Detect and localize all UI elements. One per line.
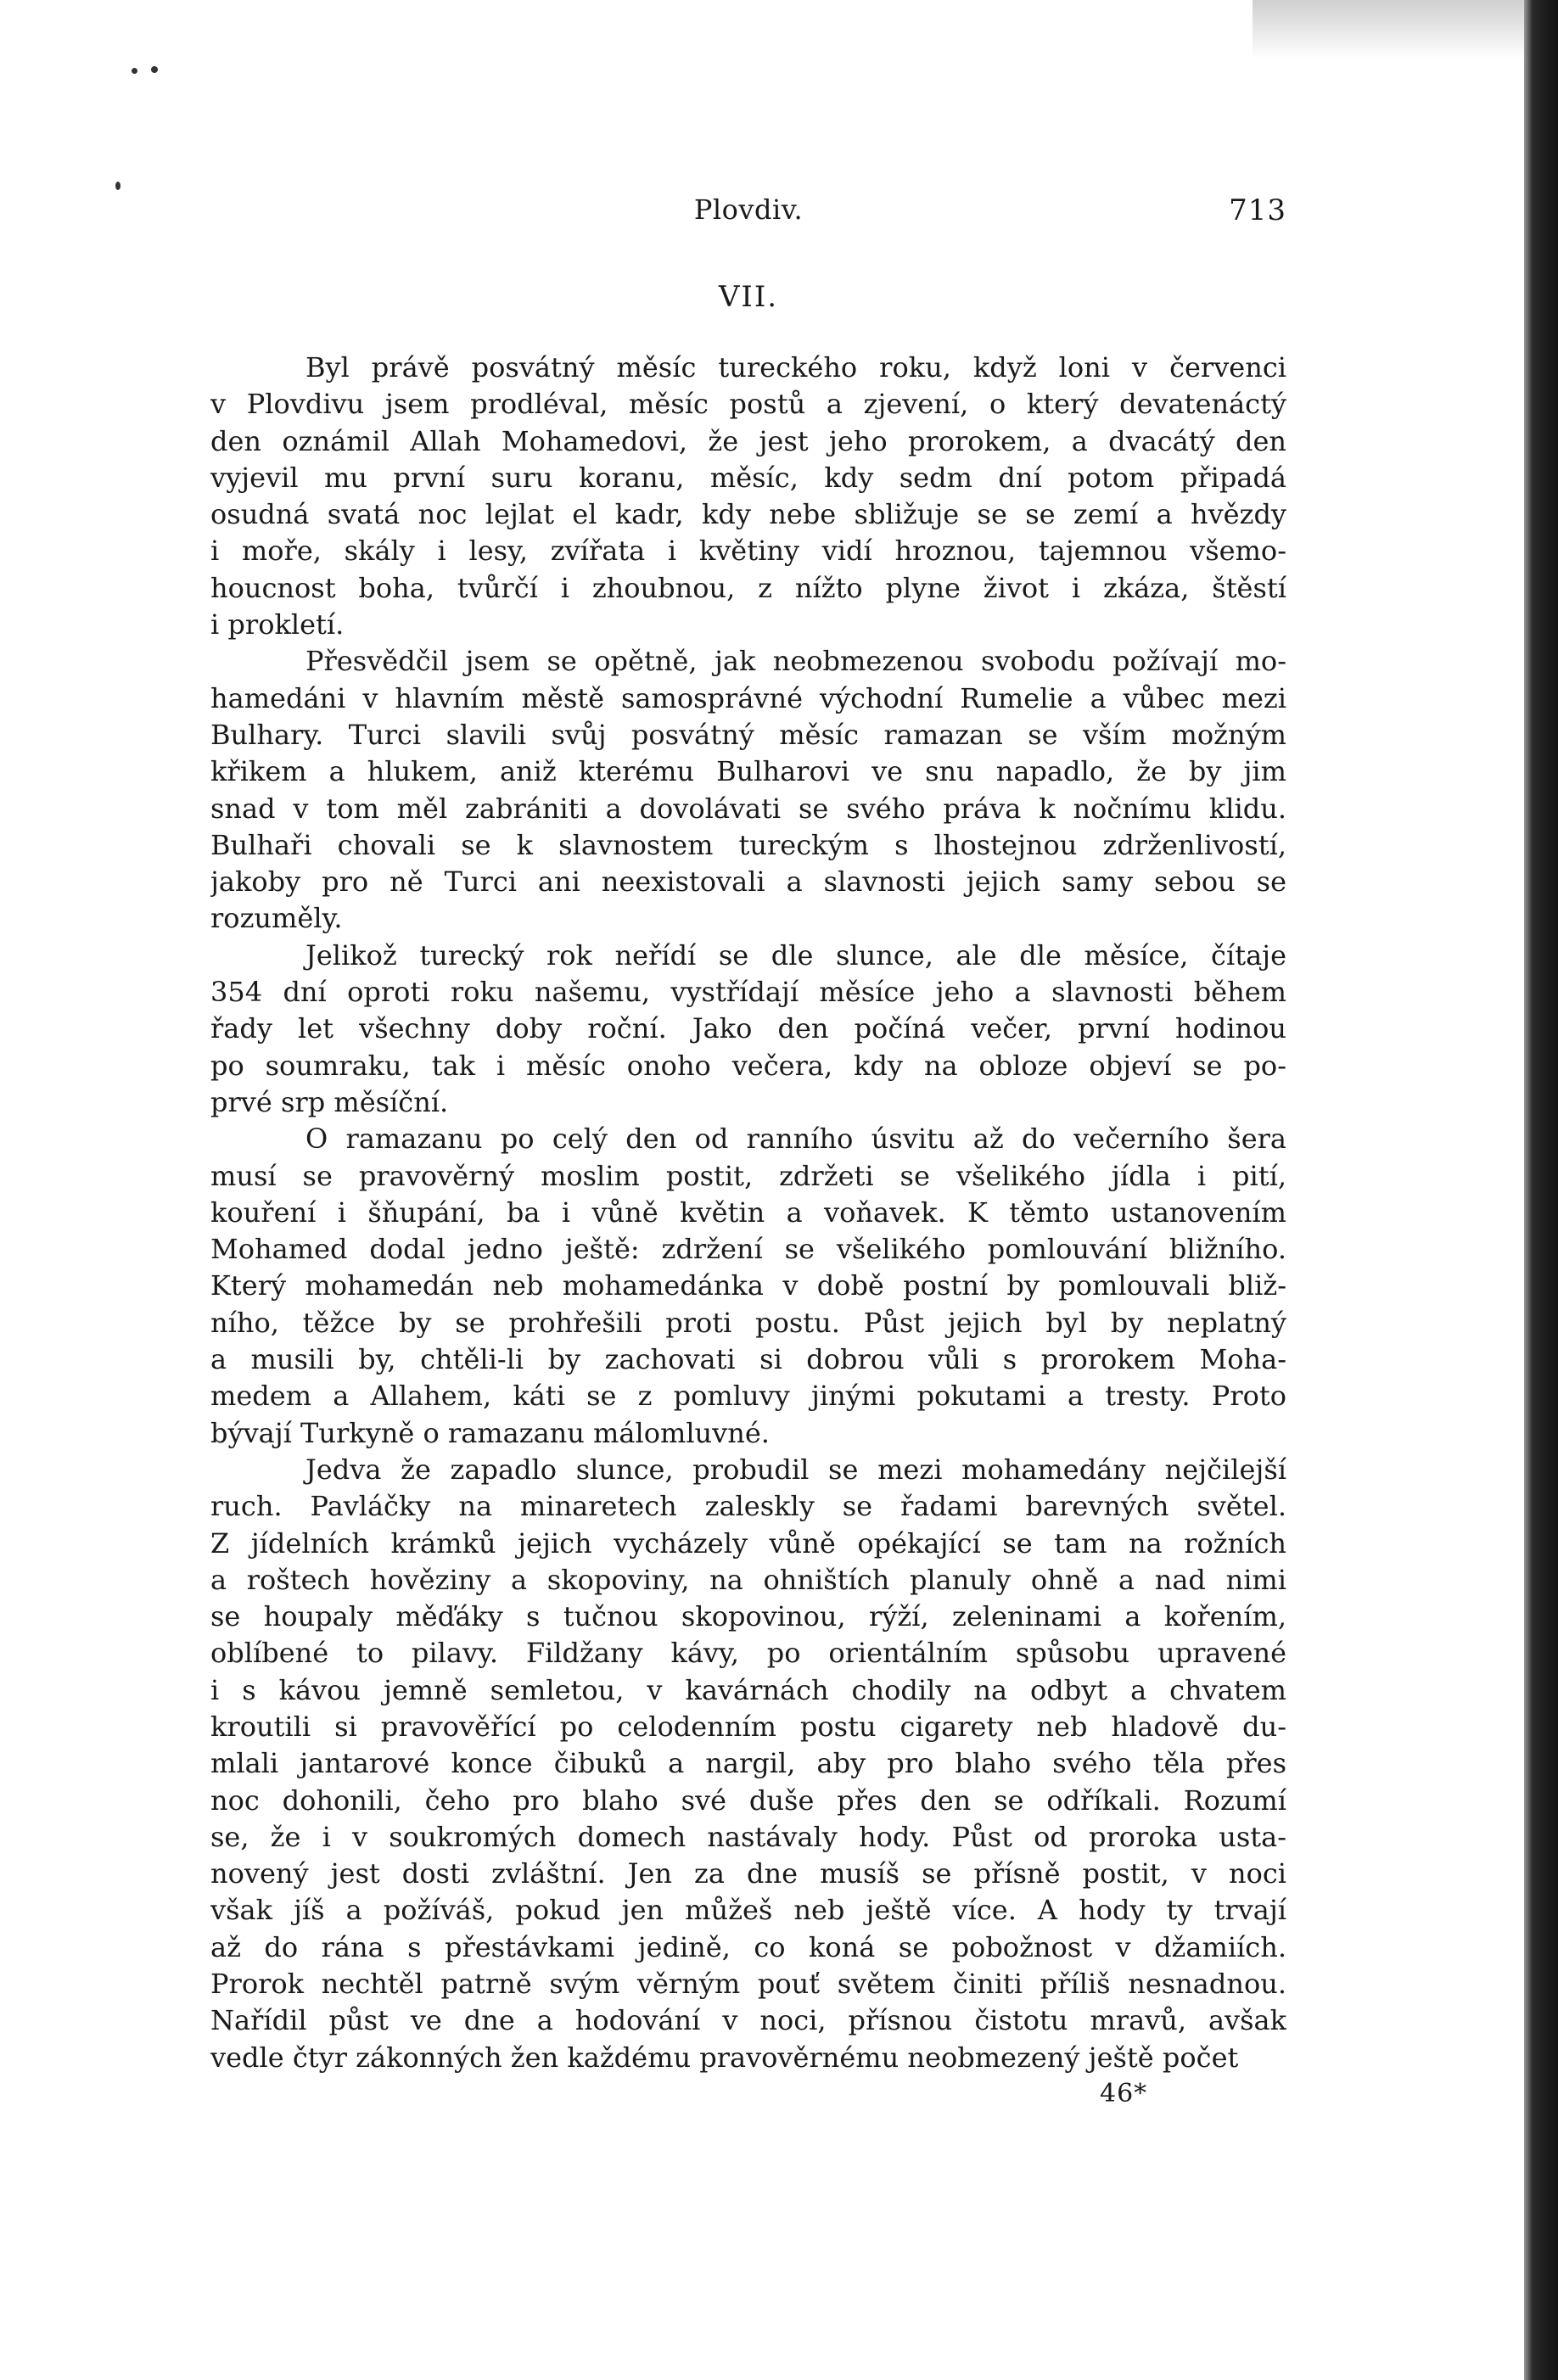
text-line: jakoby pro ně Turci ani neexistovali a slavnosti jejich samy sebou se <box>210 865 1286 899</box>
text-line: v Plovdivu jsem prodléval, měsíc postů a zjevení, o který devatenáctý <box>210 388 1286 421</box>
text-line: musí se pravověrný moslim postit, zdržeti se všelikého jídla i pití, <box>210 1159 1286 1192</box>
text-line: Mohamed dodal jedno ještě: zdržení se všelikého pomlouvání bližního. <box>210 1233 1286 1266</box>
text-line: Prorok nechtěl patrně svým věrným pouť světem činiti příliš nesnadnou. <box>210 1968 1286 2001</box>
text-line: i prokletí. <box>210 608 345 641</box>
text-line: i s kávou jemně semletou, v kavárnách chodily na odbyt a chvatem <box>210 1673 1286 1706</box>
text-line: O ramazanu po celý den od ranního úsvitu až do večerního šera <box>305 1123 1286 1156</box>
text-line: ruch. Pavláčky na minaretech zaleskly se řadami barevných světel. <box>210 1490 1286 1523</box>
text-line: mlali jantarové konce čibuků a nargil, aby pro blaho svého těla přes <box>210 1747 1286 1780</box>
text-line: vyjevil mu první suru koranu, měsíc, kdy sedm dní potom připadá <box>210 461 1286 494</box>
running-head <box>210 193 1286 236</box>
text-line: kouření i šňupání, ba i vůně květin a voňavek. K těmto ustanovením <box>210 1196 1286 1229</box>
body-text <box>210 350 1286 2076</box>
running-title: Plovdiv. <box>693 193 804 226</box>
text-line: Jedva že zapadlo slunce, probudil se mezi mohamedány nejčilejší <box>305 1453 1286 1486</box>
text-line: osudná svatá noc lejlat el kadr, kdy nebe sbližuje se se zemí a hvězdy <box>210 498 1286 531</box>
text-line: bývají Turkyně o ramazanu málomluvné. <box>210 1416 770 1449</box>
text-line: a musili by, chtěli-li by zachovati si dobrou vůli s prorokem Moha- <box>210 1343 1286 1376</box>
text-line: se houpaly měďáky s tučnou skopovinou, rýží, zeleninami a kořením, <box>210 1600 1286 1633</box>
text-line: ního, těžce by se prohřešili proti postu. Půst jejich byl by neplatný <box>210 1306 1286 1339</box>
scan-shadow <box>1253 0 1524 59</box>
text-line: houcnost boha, tvůrčí i zhoubnou, z nížto plyne život i zkáza, štěstí <box>210 571 1286 604</box>
text-line: Který mohamedán neb mohamedánka v době postní by pomlouvali bliž- <box>210 1269 1286 1302</box>
text-line: kroutili si pravověřící po celodenním postu cigarety neb hladově du- <box>210 1710 1286 1743</box>
text-line: den oznámil Allah Mohamedovi, že jest jeho prorokem, a dvacátý den <box>210 424 1286 457</box>
book-page <box>210 0 1286 2380</box>
page-number: 713 <box>1229 193 1286 227</box>
scan-page-edge <box>1524 0 1558 2380</box>
text-line: vedle čtyr zákonných žen každému pravověrnému neobmezený ještě počet <box>210 2041 1239 2074</box>
text-line: oblíbené to pilavy. Fildžany kávy, po orientálním spůsobu upravené <box>210 1637 1286 1670</box>
text-line: novený jest dosti zvláštní. Jen za dne musíš se přísně postit, v noci <box>210 1857 1286 1890</box>
text-line: Byl právě posvátný měsíc tureckého roku, když loni v červenci <box>305 351 1286 384</box>
text-line: snad v tom měl zabrániti a dovolávati se svého práva k nočnímu klidu. <box>210 792 1286 825</box>
text-line: Bulhary. Turci slavili svůj posvátný měsíc ramazan se vším možným <box>210 718 1286 751</box>
text-line: rozuměly. <box>210 902 343 935</box>
text-line: Z jídelních krámků jejich vycházely vůně opékající se tam na rožních <box>210 1526 1286 1560</box>
scan-speck <box>115 182 120 190</box>
scan-speck <box>132 68 137 74</box>
text-line: až do rána s přestávkami jedině, co koná se pobožnost v džamiích. <box>210 1930 1286 1963</box>
signature-mark: 46* <box>1100 2079 1148 2108</box>
text-line: po soumraku, tak i měsíc onoho večera, kdy na obloze objeví se po- <box>210 1049 1286 1082</box>
text-line: hamedáni v hlavním městě samosprávné východní Rumelie a vůbec mezi <box>210 681 1286 714</box>
text-line: Nařídil půst ve dne a hodování v noci, přísnou čistotu mravů, avšak <box>210 2004 1286 2037</box>
text-line: Přesvědčil jsem se opětně, jak neobmezenou svobodu požívají mo- <box>305 645 1286 678</box>
text-line: noc dohonili, čeho pro blaho své duše přes den se odříkali. Rozumí <box>210 1784 1286 1817</box>
text-line: křikem a hlukem, aniž kterému Bulharovi ve snu napadlo, že by jim <box>210 755 1286 788</box>
text-line: 354 dní oproti roku našemu, vystřídají měsíce jeho a slavnosti během <box>210 976 1286 1009</box>
text-line: medem a Allahem, káti se z pomluvy jinými pokutami a tresty. Proto <box>210 1380 1286 1413</box>
text-line: se, že i v soukromých domech nastávaly hody. Půst od proroka usta- <box>210 1820 1286 1853</box>
scan-speck <box>151 66 158 73</box>
text-line: i moře, skály i lesy, zvířata i květiny vidí hroznou, tajemnou všemo- <box>210 535 1286 568</box>
chapter-heading: VII. <box>718 280 779 314</box>
text-line: řady let všechny doby roční. Jako den počíná večer, první hodinou <box>210 1012 1286 1045</box>
text-line: prvé srp měsíční. <box>210 1085 449 1118</box>
text-line: Jelikož turecký rok neřídí se dle slunce, ale dle měsíce, čítaje <box>305 938 1286 972</box>
text-line: a roštech hověziny a skopoviny, na ohništích planuly ohně a nad nimi <box>210 1563 1286 1596</box>
text-line: však jíš a požíváš, pokud jen můžeš neb ještě více. A hody ty trvají <box>210 1894 1286 1927</box>
text-line: Bulhaři chovali se k slavnostem tureckým s lhostejnou zdrženlivostí, <box>210 828 1286 861</box>
